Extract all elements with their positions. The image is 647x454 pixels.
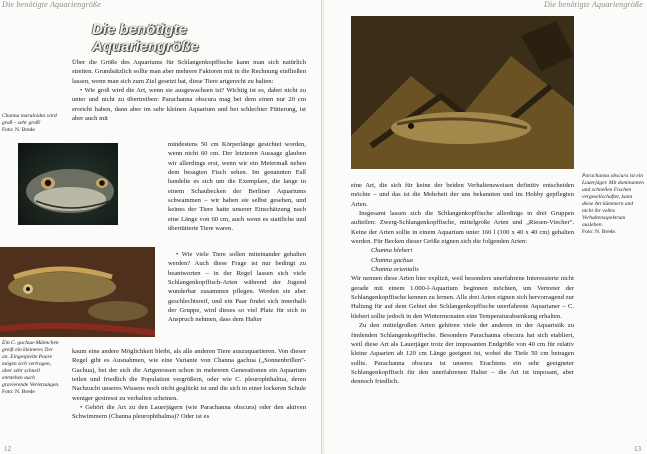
photo-caption-3	[582, 173, 644, 236]
paragraph-number-continued: kaum eine andere Möglichkeit bleibt, als alle anderen Tiere auszuquartieren. Von dieser Regel gibt es Ausnahmen, wie eine Variante von Channa gachua („Sonnenbrillen"-Gachua), bei der sich die Artgenossen schon in mehreren Generationen ein Aquarium teilen und friedlich die Population vergrößern, oder wie C. pleurophthalma, deren Nachzucht unseres Wissens noch nicht geglückt ist und die sich in einer lockeren Schule weniger gestresst zu verhalten scheinen.	[72, 348, 306, 402]
page-number-left: 12	[4, 445, 11, 453]
snakehead-head-illustration	[18, 143, 118, 225]
page-number-right: 13	[634, 445, 641, 453]
paragraph-bullet-number: • Wie viele Tiere sollen miteinander gehalten werden? Auch diese Frage ist nur bedingt zu beantworten – in der Regel lassen sich viele Schlangenkopffisch-Arten während der Jugend wunderbar zusammen pflegen. Werden sie aber geschlechtsreif, und ein Paar findet sich innerhalb der Gruppe, wird dieses so viel Platz für sich in Anspruch nehmen, dass dem Halter	[168, 251, 306, 324]
paragraph-intro: Über die Größe des Aquariums für Schlangenkopffische kann man sich natürlich streiten. Grundsätzlich sollte man aber mehrere Faktoren mit in die Rechnung einfließen lassen, wenn man sich zum Ziel gesetzt hat, diese Tiere artgerecht zu halten:	[72, 59, 306, 85]
caption-3-text: Parachanna obscura ist ein Lauerjäger. Mit dominanten und schnellen Fischen vergesellschaftet, kann diese Art kümmern und nicht ihr volles Verhaltensspektrum ausleben.	[582, 173, 644, 228]
species-item: Channa gachua	[371, 256, 413, 264]
body-text-block-1	[72, 58, 306, 123]
snakehead-head-photo	[18, 143, 118, 225]
photo-caption-2	[2, 340, 60, 396]
caption-2-credit: Foto: N. Brede	[2, 389, 35, 395]
species-item: Channa orientalis	[371, 266, 419, 274]
parachanna-illustration	[351, 16, 574, 169]
running-head-left: Die benötigte Aquariengröße	[2, 0, 102, 9]
caption-2-text: Ein C. gachua-Männchen greift ein kleineres Tier an. Eingespielte Paare mögen sich vertragen, aber sehr schnell entstehen auch gravierende Verletzungen.	[2, 340, 60, 388]
channa-gachua-fight-photo	[0, 247, 155, 337]
body-text-block-2	[168, 140, 306, 233]
running-head-right: Die benötigte Aquariengröße	[543, 0, 643, 9]
caption-1-text: Channa maruloides wird groß – sehr groß!	[2, 113, 57, 126]
caption-3-credit: Foto: N. Brede.	[582, 229, 617, 235]
paragraph-beginners: Wir nennen diese Arten hier explizit, weil besonders unerfahrene Interessierte nicht gerade mit einem 1.000-l-Aquarium beginnen möchten, um Vertreter der Schlangenkopffische kennen zu lernen. Alle drei Arten eignen sich hervorragend zur Haltung für auf dem Gebiet der Schlangenkopffische unerfahrene Aquarianer – C. bleheri sollte jedoch in den Wintermonaten eine Temperaturabsenkung erhalten.	[351, 275, 574, 320]
gachua-fish-illustration	[0, 247, 155, 337]
parachanna-obscura-photo	[351, 16, 574, 169]
body-text-block-4	[72, 347, 306, 422]
paragraph-behavior-continued: eine Art, die sich für keine der beiden Verhaltensweisen definitiv entscheiden möchte – und das ist die Mehrheit der uns bekannten und im Hobby gepflegten Arten.	[351, 182, 574, 208]
paragraph-groups: Insgesamt lassen sich die Schlangenkopffische allerdings in drei Gruppen aufteilen: Zwerg-Schlangenkopffische, mittelgroße Arten und „Riesen-Viecher". Keine der Arten sollte in einem Aquarium unter 160 l (100 x 40 x 40 cm) gehalten werden. Für Becken dieser Größe eignen sich die folgenden Arten:	[351, 210, 574, 246]
paragraph-size-continued: mindestens 50 cm Körperlänge gesichtet worden, wenn nicht 60 cm. Der letzteren Aussage glauben wir allerdings erst, wenn wir ein Metermaß neben dem besagten Fisch sehen. Im genannten Fall handelte es sich um die Exemplare, die lange in einem Schaubecken der Berliner Aquariums schwammen – wir haben sie selbst gesehen, und keines der Tiere hatte unserer Einschätzung nach eine Länge von 60 cm, auch wenn es stattliche und übertütterte Tiere waren.	[168, 141, 306, 233]
chapter-headline: Die benötigte Aquariengröße	[92, 21, 199, 55]
paragraph-bullet-behavior: • Gehört die Art zu den Lauerjägern (wie Parachanna obscura) oder den aktiven Schwimmern (Channa pleurophthalma)? Oder ist es	[72, 404, 306, 421]
body-text-block-3	[168, 250, 306, 325]
paragraph-midsize: Zu den mittelgroßen Arten gehören viele der anderen in der Aquaristik zu findenden Schlangenkopffische. Besonders Parachanna obscura hat sich etabliert, weil diese Art als Lauerjäger trotz der imposanten Endgröße von 40 cm für relativ kleine Aquarien ab 120 cm Länge geeignet ist, wobei die Tiefe 50 cm betragen sollte. Parachanna obscura ist unseres Erachtens ein sehr geeigneter Schlangenkopffisch für den unerfahrenen Halter – die Art ist imposant, aber dennoch friedlich.	[351, 322, 574, 386]
caption-1-credit: Foto: N. Brede	[2, 127, 35, 133]
body-text-right	[351, 181, 574, 387]
right-page	[324, 0, 647, 454]
left-page	[0, 0, 323, 454]
paragraph-bullet-size: • Wie groß wird die Art, wenn sie ausgewachsen ist? Wichtig ist es, dabei nicht zu unter und nicht zu übertreiben: Parachanna obscura mag bei dem einen nur 20 cm erreicht haben, dann aber im sehr kleinen Aquarium und bei schlechter Fütterung, ist aber auch mit	[72, 87, 306, 123]
species-item: Channa bleheri	[371, 247, 413, 255]
photo-caption-1	[2, 113, 64, 134]
